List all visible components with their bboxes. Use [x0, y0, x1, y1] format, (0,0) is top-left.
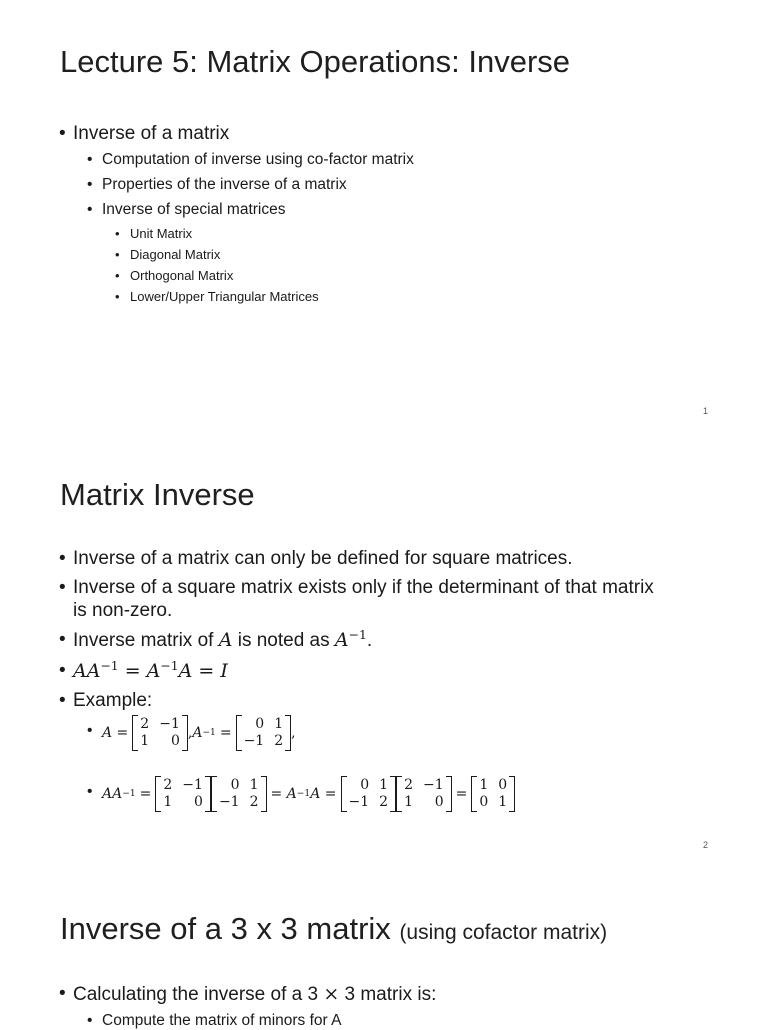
bullet-text: Inverse matrix of	[73, 630, 219, 651]
bullet-level3	[115, 289, 319, 304]
bullet-dot: •	[115, 226, 120, 241]
bullet-dot: •	[59, 629, 66, 650]
slide-title: Lecture 5: Matrix Operations: Inverse	[60, 44, 571, 79]
math-eq: A =	[310, 786, 337, 802]
math-times: ×	[323, 983, 340, 1005]
bullet-text: Computation of inverse using co-factor matrix	[102, 151, 414, 168]
bullet-level3	[115, 226, 193, 241]
bullet-level2	[87, 151, 414, 169]
bullet-level2	[87, 176, 347, 194]
bullet-dot: •	[87, 151, 93, 168]
bullet-level1	[59, 577, 654, 599]
bullet-level2	[87, 1012, 342, 1030]
math-exp: −1	[100, 659, 119, 674]
matrix-a-inverse: 0 1 −1 2	[341, 776, 397, 812]
bullet-text: Lower/Upper Triangular Matrices	[130, 289, 319, 304]
bullet-dot: •	[87, 783, 93, 800]
bullet-text: is noted as	[232, 630, 335, 651]
bullet-dot: •	[115, 247, 120, 262]
bullet-level3	[115, 247, 221, 262]
page-number: 2	[702, 840, 708, 850]
slide-title: Matrix Inverse	[60, 477, 255, 512]
bullet-dot: •	[87, 176, 93, 193]
bullet-dot: •	[59, 690, 66, 711]
bullet-text: Unit Matrix	[130, 226, 193, 241]
example-line-2: • AA −1 = 2 −1 1 0 0 1 −1 2 = A −1 A = 0 1 −1 2 2 −1 1 0 = 1 0 0 1	[102, 776, 515, 812]
bullet-text: is non-zero.	[73, 600, 173, 621]
bullet-text: Example:	[73, 690, 153, 711]
bullet-continuation	[73, 600, 172, 622]
bullet-dot: •	[87, 1012, 93, 1029]
bullet-dot: •	[59, 123, 66, 144]
bullet-dot: •	[87, 201, 93, 218]
punctuation: ,	[291, 725, 296, 741]
math-var: A	[334, 629, 349, 651]
bullet-text: Properties of the inverse of a matrix	[102, 176, 347, 193]
math-var: A	[218, 629, 233, 651]
math-exp: −1	[348, 628, 367, 643]
matrix-a-inverse: 0 1 −1 2	[211, 776, 267, 812]
bullet-dot: •	[59, 577, 66, 598]
bullet-dot: •	[87, 722, 93, 739]
bullet-text: Diagonal Matrix	[130, 247, 221, 262]
bullet-text: .	[366, 630, 373, 651]
matrix-a: 2 −1 1 0	[132, 715, 188, 751]
bullet-level2	[87, 201, 286, 219]
bullet-text: Inverse of special matrices	[102, 201, 286, 218]
bullet-level1	[59, 123, 230, 145]
bullet-text: 3 matrix is:	[339, 984, 437, 1005]
matrix-identity: 1 0 0 1	[471, 776, 515, 812]
bullet-text: Inverse of a square matrix exists only if the determinant of that matrix	[73, 577, 654, 598]
slide-3	[0, 868, 768, 1029]
bullet-text: Calculating the inverse of a 3	[73, 984, 324, 1005]
bullet-text: Inverse of a matrix	[73, 123, 230, 144]
bullet-level1	[59, 628, 373, 652]
page-number: 1	[702, 406, 708, 416]
bullet-level1	[59, 659, 228, 683]
math-exp: −1	[160, 659, 179, 674]
math-eq: A = I	[178, 660, 228, 682]
math-eq: = A	[118, 660, 161, 682]
matrix-a: 2 −1 1 0	[155, 776, 211, 812]
bullet-level1	[59, 983, 437, 1006]
example-line-1: • A = 2 −1 1 0 , A −1 = 0 1 −1 2 ,	[87, 716, 296, 749]
slide-2	[0, 434, 768, 868]
bullet-dot: •	[115, 289, 120, 304]
math-eq: A =	[102, 725, 129, 741]
title-main: Inverse of a 3 x 3 matrix	[60, 911, 391, 946]
bullet-dot: •	[59, 548, 66, 569]
matrix-a-inverse: 0 1 −1 2	[236, 715, 292, 751]
math-var: A	[192, 725, 203, 741]
bullet-level1	[59, 548, 573, 570]
bullet-level3	[115, 268, 234, 283]
matrix-a: 2 −1 1 0	[396, 776, 452, 812]
bullet-dot: •	[115, 268, 120, 283]
bullet-dot: •	[59, 983, 66, 1004]
bullet-dot: •	[59, 660, 66, 681]
slide-1	[0, 0, 768, 434]
title-subtitle: (using cofactor matrix)	[399, 921, 608, 944]
math-var: AA	[102, 786, 123, 802]
bullet-text: Inverse of a matrix can only be defined for square matrices.	[73, 548, 573, 569]
bullet-text: Orthogonal Matrix	[130, 268, 234, 283]
bullet-level1	[59, 690, 153, 712]
slide-title	[60, 911, 607, 947]
math-eq: = A	[270, 786, 297, 802]
math-eq: AA	[73, 660, 101, 682]
bullet-text: Compute the matrix of minors for A	[102, 1012, 342, 1029]
